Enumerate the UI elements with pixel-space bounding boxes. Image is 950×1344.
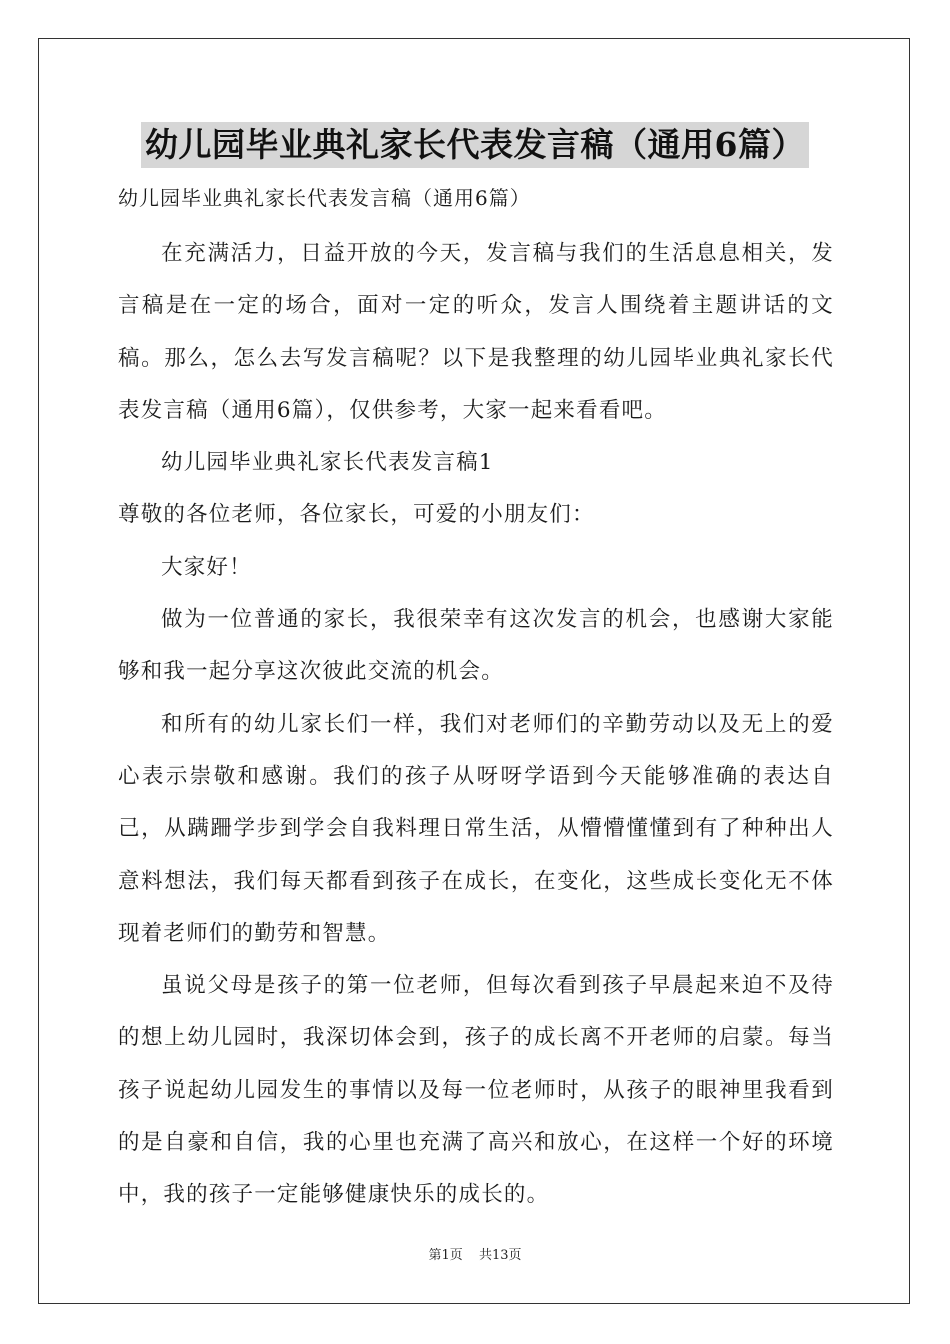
page-number: 第1页 — [428, 1248, 463, 1263]
page-total: 共13页 — [478, 1248, 522, 1263]
salutation: 尊敬的各位老师，各位家长，可爱的小朋友们： — [118, 502, 595, 528]
document-body — [118, 176, 834, 1222]
document-title: 幼儿园毕业典礼家长代表发言稿（通用6篇） — [141, 122, 809, 168]
greeting: 大家好！ — [161, 554, 252, 580]
section-heading: 幼儿园毕业典礼家长代表发言稿1 — [161, 450, 494, 476]
body-paragraph: 做为一位普通的家长，我很荣幸有这次发言的机会，也感谢大家能够和我一起分享这次彼此交流的机会。 — [118, 607, 834, 685]
title-area — [0, 122, 950, 168]
intro-paragraph: 在充满活力，日益开放的今天，发言稿与我们的生活息息相关，发言稿是在一定的场合，面对一定的听众，发言人围绕着主题讲话的文稿。那么，怎么去写发言稿呢？以下是我整理的幼儿园毕业典礼家长代表发言稿（通用6篇），仅供参考，大家一起来看看吧。 — [118, 241, 834, 423]
document-subtitle: 幼儿园毕业典礼家长代表发言稿（通用6篇） — [118, 186, 531, 210]
body-paragraph: 虽说父母是孩子的第一位老师，但每次看到孩子早晨起来迫不及待的想上幼儿园时，我深切体会到，孩子的成长离不开老师的启蒙。每当孩子说起幼儿园发生的事情以及每一位老师时，从孩子的眼神里我看到的是自豪和自信，我的心里也充满了高兴和放心，在这样一个好的环境中，我的孩子一定能够健康快乐的成长的。 — [118, 973, 834, 1208]
body-paragraph: 和所有的幼儿家长们一样，我们对老师们的辛勤劳动以及无上的爱心表示崇敬和感谢。我们的孩子从呀呀学语到今天能够准确的表达自己，从蹒跚学步到学会自我料理日常生活，从懵懵懂懂到有了种种出人意料想法，我们每天都看到孩子在成长，在变化，这些成长变化无不体现着老师们的勤劳和智慧。 — [118, 711, 834, 946]
page-footer — [0, 1244, 950, 1263]
